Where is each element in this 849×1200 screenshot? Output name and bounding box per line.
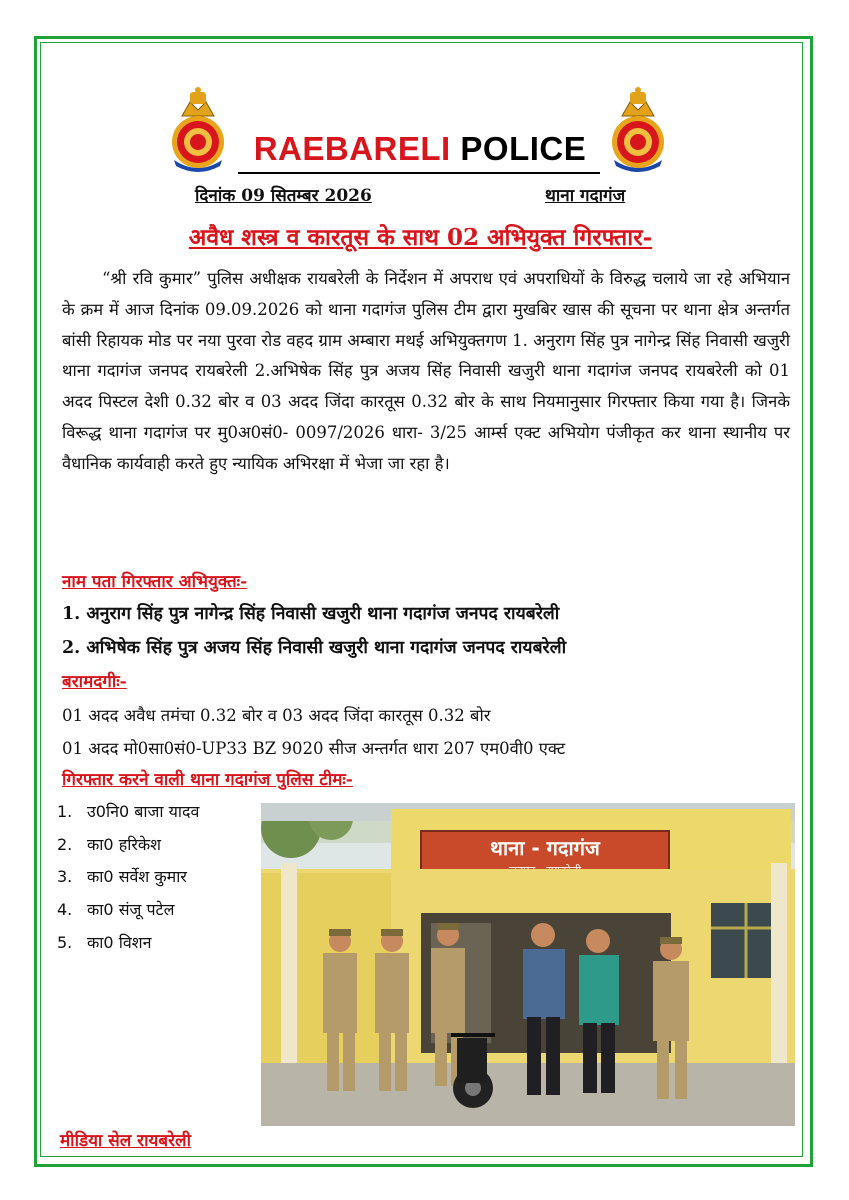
title-underline [238,172,600,174]
recovery-item: 01 अदद मो0सा0सं0-UP33 BZ 9020 सीज अन्तर्गत धारा 207 एम0वी0 एक्ट [62,739,566,758]
accused-item: 1. अनुराग सिंह पुत्र नागेन्द्र सिंह निवासी खजुरी थाना गदागंज जनपद रायबरेली [62,604,560,624]
page-title [240,130,600,168]
up-police-emblem-icon [160,86,236,172]
team-member-name: का0 सर्वेश कुमार [87,867,187,887]
team-member: 2. का0 हरिकेश [57,834,162,854]
date-text: दिनांक 09 सितम्बर 2026 [195,186,372,206]
title-police: POLICE [460,130,587,167]
recovery-item: 01 अदद अवैध तमंचा 0.32 बोर व 03 अदद जिंदा कारतूस 0.32 बोर [62,706,491,725]
accused-heading: नाम पता गिरफ्तार अभियुक्तः- [62,572,248,592]
team-list [57,800,199,963]
team-member-name: उ0नि0 बाजा यादव [87,802,200,821]
station-text: थाना गदागंज [545,186,626,206]
accused-item: 2. अभिषेक सिंह पुत्र अजय सिंह निवासी खजुरी थाना गदागंज जनपद रायबरेली [62,638,567,658]
up-police-emblem-icon [600,86,676,172]
team-member: 1. उ0नि0 बाजा यादव [57,802,200,821]
team-member: 4. का0 संजू पटेल [57,900,175,920]
team-member-name: का0 हरिकेश [87,834,162,854]
media-cell-label: मीडिया सेल रायबरेली [60,1131,191,1151]
headline: अवैध शस्त्र व कारतूस के साथ 02 अभियुक्त गिरफ्तार- [188,224,653,251]
title-raebareli: RAEBARELI [253,130,451,167]
body-paragraph: “श्री रवि कुमार” पुलिस अधीक्षक रायबरेली के निर्देशन में अपराध एवं अपराधियों के विरुद्ध चलाये जा रहे अभियान के क्रम में आज दिनांक 09.09.2026 को थाना गदागंज पुलिस टीम द्वारा मुखबिर खास की सूचना पर थाना क्षेत्र अन्तर्गत बांसी रिहायक मोड पर नया पुरवा रोड वहद ग्राम अम्बारा मथई अभियुक्तगण 1. अनुराग सिंह पुत्र नागेन्द्र सिंह निवासी खजुरी थाना गदागंज जनपद रायबरेली 2.अभिषेक सिंह पुत्र अजय सिंह निवासी खजुरी थाना गदागंज जनपद रायबरेली को 01 अदद पिस्टल देशी 0.32 बोर व 03 अदद जिंदा कारतूस 0.32 बोर के साथ नियमानुसार गिरफ्तार किया गया है। जिनके विरूद्ध थाना गदागंज पर मु0अ0सं0- 0097/2026 धारा- 3/25 आर्म्स एक्ट अभियोग पंजीकृत कर थाना स्थानीय पर वैधानिक कार्यवाही करते हुए न्यायिक अभिरक्षा में भेजा जा रहा है। [62,269,790,473]
team-member: 5. का0 विशन [57,932,152,952]
team-member-name: का0 विशन [87,932,152,952]
photo-sign-line1: थाना - गदागंज [490,836,600,860]
recovery-heading: बरामदगीः- [62,672,127,692]
team-heading: गिरफ्तार करने वाली थाना गदागंज पुलिस टीमः- [62,770,353,790]
team-member: 3. का0 सर्वेश कुमार [57,867,187,887]
arrest-photo [261,803,795,1126]
team-member-name: का0 संजू पटेल [87,900,175,920]
